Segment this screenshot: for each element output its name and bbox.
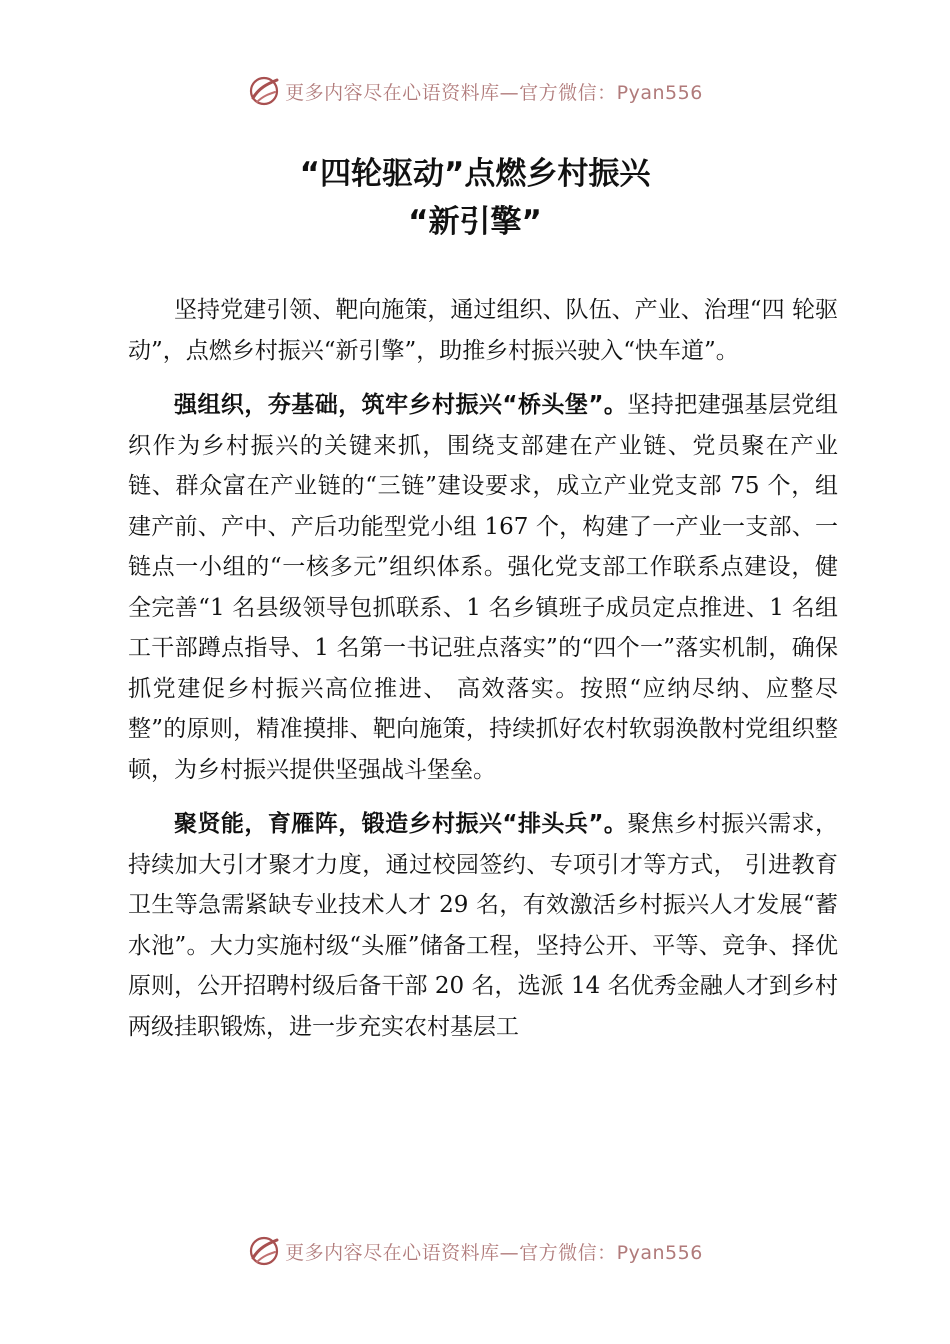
watermark-text: 更多内容尽在心语资料库—官方微信：Pyan556 bbox=[285, 81, 703, 104]
watermark-footer bbox=[0, 1234, 950, 1268]
section-paragraph bbox=[128, 804, 838, 1047]
brand-logo-icon bbox=[247, 74, 281, 108]
watermark-text: 更多内容尽在心语资料库—官方微信：Pyan556 bbox=[285, 1241, 703, 1264]
brand-logo-icon bbox=[247, 1234, 281, 1268]
section-heading: 聚贤能，育雁阵，锻造乡村振兴“排头兵”。 bbox=[174, 811, 628, 837]
section-body: 聚焦乡村振兴需求，持续加大引才聚才力度，通过校园签约、专项引才等方式， 引进教育卫生等急需紧缺专业技术人才 29 名，有效激活乡村振兴人才发展“蓄水池”。大力实施村级“头雁”储备工程，坚持公开、平等、竞争、择优原则，公开招聘村级后备干部 20 名，选派 14 名优秀金融人才到乡村两级挂职锻炼，进一步充实农村基层工 bbox=[128, 811, 839, 1040]
section-paragraph bbox=[128, 385, 838, 790]
section-heading: 强组织，夯基础，筑牢乡村振兴“桥头堡”。 bbox=[174, 392, 628, 418]
title-line-2: “新引擎” bbox=[408, 204, 542, 240]
watermark-header bbox=[0, 74, 950, 108]
article-body bbox=[128, 290, 838, 1061]
page-title bbox=[0, 150, 950, 246]
title-line-1: “四轮驱动”点燃乡村振兴 bbox=[299, 156, 651, 192]
intro-paragraph: 坚持党建引领、靶向施策，通过组织、队伍、产业、治理“四 轮驱动”，点燃乡村振兴“新引擎”，助推乡村振兴驶入“快车道”。 bbox=[128, 297, 838, 364]
section-body: 坚持把建强基层党组织作为乡村振兴的关键来抓，围绕支部建在产业链、党员聚在产业链、群众富在产业链的“三链”建设要求，成立产业党支部 75 个，组建产前、产中、产后功能型党小组 167 个，构建了一产业一支部、一链点一小组的“一核多元”组织体系。强化党支部工作联系点建设，健全完善“1 名县级领导包抓联系、1 名乡镇班子成员定点推进、1 名组工干部蹲点指导、1 名第一书记驻点落实”的“四个一”落实机制，确保抓党建促乡村振兴高位推进、 高效落实。按照“应纳尽纳、应整尽整”的原则，精准摸排、靶向施策，持续抓好农村软弱涣散村党组织整顿，为乡村振兴提供坚强战斗堡垒。 bbox=[128, 392, 839, 783]
